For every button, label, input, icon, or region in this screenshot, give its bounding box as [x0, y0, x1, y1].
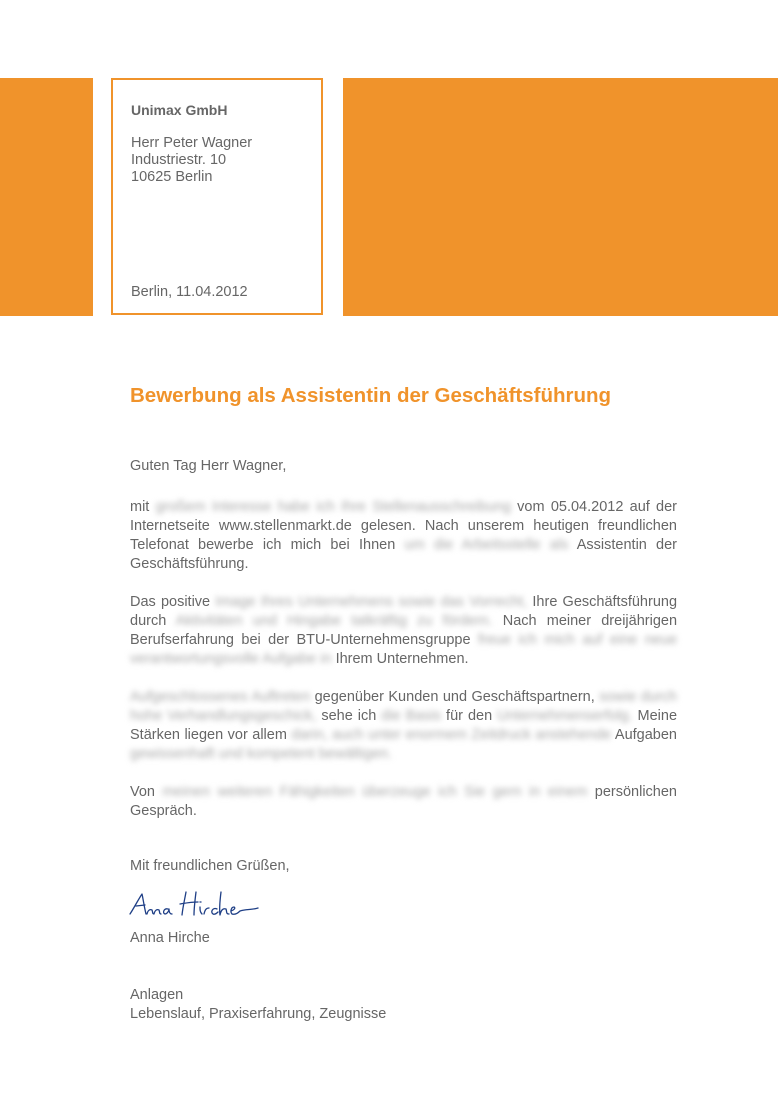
p2-blurred-b: Image Ihres Unternehmens sowie das Vorrecht, [215, 594, 528, 610]
street-address: Industriestr. 10 [131, 152, 227, 168]
p1-text-a: mit [130, 499, 150, 515]
p3-text-j: Aufgaben [614, 727, 677, 743]
attachments-label: Anlagen [130, 987, 184, 1003]
p2-text-g: Ihrem Unternehmen. [335, 651, 469, 667]
p3-text-d: sehe ich [321, 708, 377, 724]
greeting: Guten Tag Herr Wagner, [130, 458, 287, 474]
closing-phrase: Mit freundlichen Grüßen, [130, 858, 290, 874]
recipient-address [131, 135, 252, 186]
header-band-right [343, 78, 778, 316]
paragraph-1 [130, 498, 677, 574]
letter-date: Berlin, 11.04.2012 [131, 284, 248, 300]
letter-body [130, 457, 677, 821]
p3-blurred-g: Unternehmenserfolg. [497, 708, 633, 724]
header-band-left [0, 78, 93, 316]
p2-text-c: Ihre Geschäftsführung durch [130, 594, 678, 629]
p1-text-c: vom 05.04.2012 auf der Internetseite www.stellenmarkt.de gelesen. Nach unserem heutigen freundlichen Telefonat bewerbe ich mich bei Ihnen [130, 499, 678, 553]
subject-line: Bewerbung als Assistentin der Geschäftsführung [130, 384, 612, 407]
contact-person: Herr Peter Wagner [131, 135, 253, 151]
p4-blurred-b: meinen weiteren Fähigkeiten überzeuge ich Sie gern in einem [162, 784, 588, 800]
p3-blurred-i: darin, auch unter enormem Zeitdruck anstehende [291, 727, 612, 743]
company-name: Unimax GmbH [131, 102, 228, 118]
p2-blurred-f: freue ich mich auf eine neue verantwortungsvolle Aufgabe in [130, 632, 678, 667]
p1-blurred-b: großem Interesse habe ich Ihre Stellenausschreibung [155, 499, 511, 515]
p1-blurred-d: um die Arbeitsstelle als [404, 537, 569, 553]
signer-name: Anna Hirche [130, 930, 210, 946]
p4-text-c: persönlichen Gespräch. [130, 784, 677, 819]
p3-blurred-e: die Basis [381, 708, 442, 724]
p2-blurred-d: Aktivitäten und Hingabe tatkräftig zu fördern. [175, 613, 493, 629]
p3-blurred-k: gewissenhaft und kompetent bewältigen. [130, 746, 392, 762]
p4-text-a: Von [130, 784, 155, 800]
p3-text-f: für den [446, 708, 493, 724]
p3-text-h: Meine Stärken liegen vor allem [130, 708, 678, 743]
paragraph-4 [130, 783, 677, 821]
p1-text-e: Assistentin der Geschäftsführung. [130, 537, 678, 572]
recipient-address-box [111, 78, 323, 315]
handwritten-signature [128, 888, 260, 922]
paragraph-3 [130, 688, 677, 764]
p3-blurred-c: sowie durch hohe Verhandlungsgeschick, [130, 689, 677, 724]
p2-text-a: Das positive [130, 594, 211, 610]
attachments-list: Lebenslauf, Praxiserfahrung, Zeugnisse [130, 1006, 387, 1022]
paragraph-2 [130, 593, 677, 669]
city-address: 10625 Berlin [131, 169, 213, 185]
p2-text-e: Nach meiner dreijährigen Berufserfahrung bei der BTU-Unternehmensgruppe [130, 613, 678, 648]
p3-blurred-a: Aufgeschlossenes Auftreten [130, 689, 311, 705]
p3-text-b: gegenüber Kunden und Geschäftspartnern, [314, 689, 595, 705]
